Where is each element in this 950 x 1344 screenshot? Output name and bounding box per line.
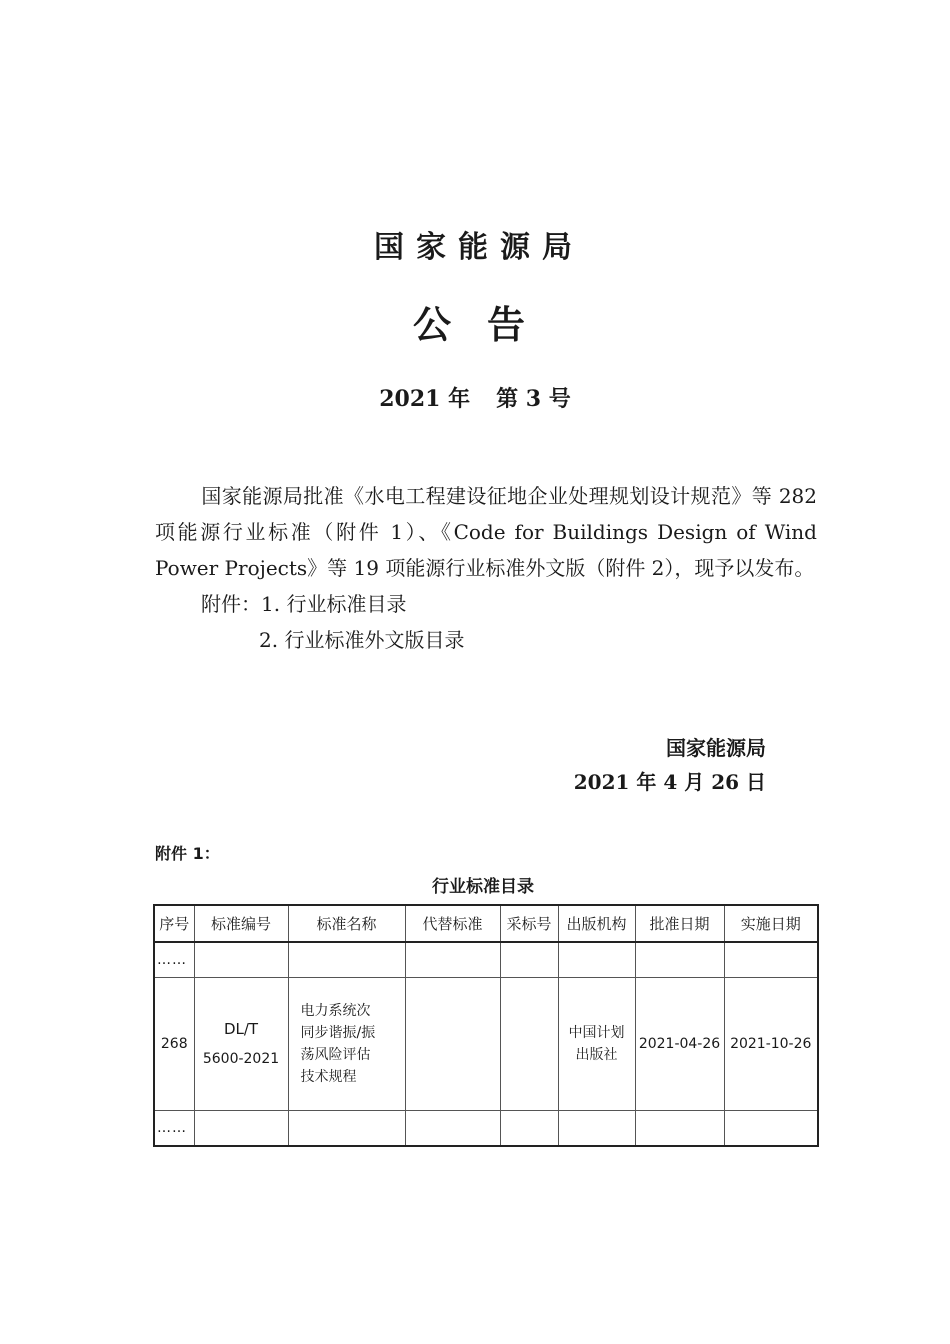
col-header-code: 标准编号	[194, 905, 288, 942]
issue-seq: 第 3 号	[496, 386, 571, 412]
col-header-publisher: 出版机构	[558, 905, 635, 942]
ellipsis-cell: ……	[154, 942, 194, 978]
col-header-seq: 序号	[154, 905, 194, 942]
table-row	[154, 942, 818, 978]
notice-paragraph-text: 国家能源局批准《水电工程建设征地企业处理规划设计规范》等 282 项能源行业标准（附件 1）、《Code for Buildings Design of Wind Power Projects》等 19 项能源行业标准外文版（附件 2），现予以发布。	[155, 484, 817, 580]
cell-name-line: 技术规程	[300, 1069, 357, 1085]
notice-body	[155, 478, 817, 658]
cell-code	[194, 978, 288, 1111]
table-title: 行业标准目录	[432, 877, 534, 897]
cell-seq: 268	[154, 978, 194, 1111]
table-header-row	[154, 905, 818, 942]
attachment-line-2: 2. 行业标准外文版目录	[259, 628, 465, 652]
cell-approve-date: 2021-04-26	[635, 978, 724, 1111]
col-header-name: 标准名称	[288, 905, 405, 942]
col-header-approve-date: 批准日期	[635, 905, 724, 942]
cell-publisher-line: 中国计划	[568, 1025, 625, 1041]
cell-code-line: 5600-2021	[202, 1051, 280, 1067]
cell-name-line: 同步谐振/振	[300, 1025, 376, 1041]
ellipsis-cell: ……	[154, 1111, 194, 1147]
issue-year: 2021 年	[379, 386, 471, 412]
col-header-adopted: 采标号	[500, 905, 558, 942]
cell-adopted	[500, 978, 558, 1111]
appendix-label: 附件 1：	[155, 844, 220, 863]
table-row	[154, 978, 818, 1111]
notice-title: 公告	[412, 303, 561, 347]
table-row	[154, 1111, 818, 1147]
col-header-effective-date: 实施日期	[724, 905, 818, 942]
cell-effective-date: 2021-10-26	[724, 978, 818, 1111]
cell-publisher	[558, 978, 635, 1111]
attachment-line-1: 附件：1. 行业标准目录	[201, 592, 407, 616]
cell-name	[288, 978, 405, 1111]
signature-date: 2021 年 4 月 26 日	[573, 770, 766, 794]
signature-org: 国家能源局	[666, 736, 766, 760]
cell-name-line: 电力系统次	[300, 1003, 371, 1019]
org-title: 国家能源局	[374, 230, 584, 265]
issue-number	[0, 382, 950, 413]
cell-code-line: DL/T	[223, 1020, 259, 1038]
cell-replaces	[405, 978, 500, 1111]
notice-paragraph	[155, 478, 817, 586]
col-header-replaces: 代替标准	[405, 905, 500, 942]
cell-name-line: 荡风险评估	[300, 1047, 371, 1063]
standards-table	[153, 904, 819, 1147]
cell-publisher-line: 出版社	[575, 1047, 618, 1063]
